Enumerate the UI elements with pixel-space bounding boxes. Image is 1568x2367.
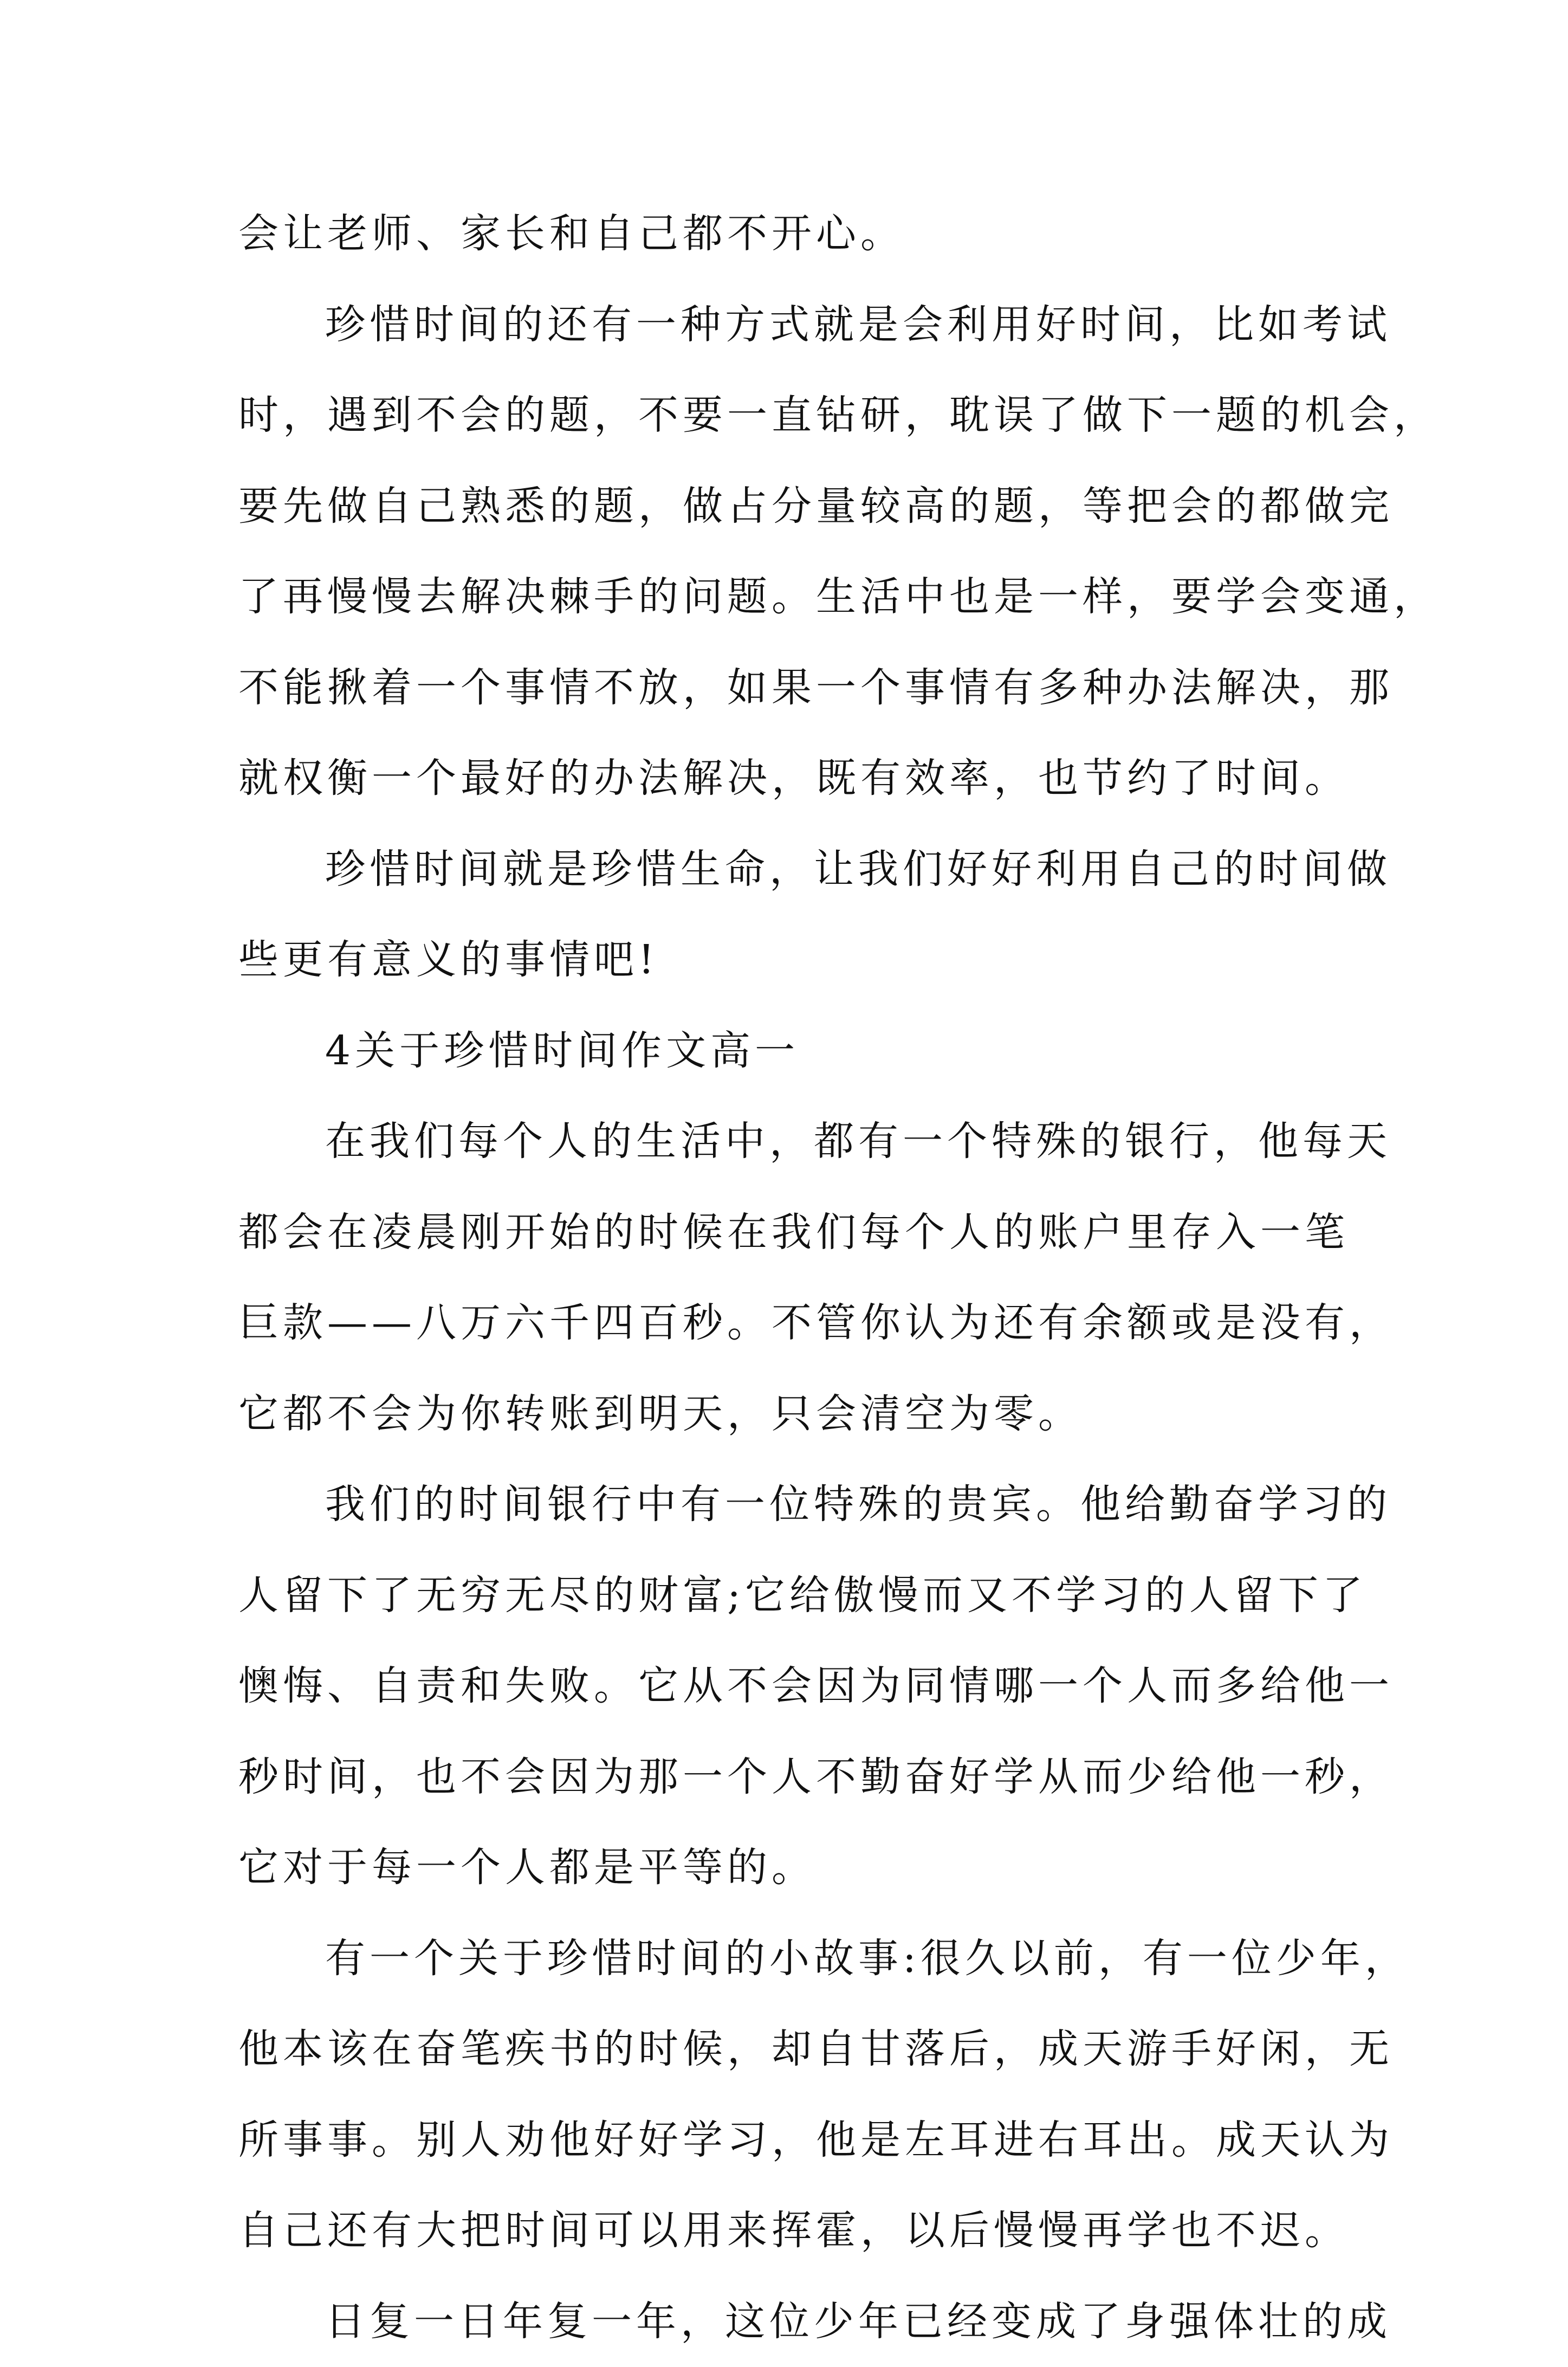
text-line: 巨款——八万六千四百秒。不管你认为还有余额或是没有， (238, 1278, 1344, 1369)
text-line: 它都不会为你转账到明天，只会清空为零。 (238, 1369, 1344, 1460)
text-line: 在我们每个人的生活中，都有一个特殊的银行，他每天 (238, 1096, 1344, 1187)
text-line: 珍惜时间就是珍惜生命，让我们好好利用自己的时间做 (238, 824, 1344, 915)
text-line: 些更有意义的事情吧! (238, 915, 1344, 1006)
text-line: 会让老师、家长和自己都不开心。 (238, 189, 1344, 280)
text-line: 秒时间，也不会因为那一个人不勤奋好学从而少给他一秒， (238, 1732, 1344, 1823)
text-line: 要先做自己熟悉的题，做占分量较高的题，等把会的都做完 (238, 461, 1344, 552)
text-line: 自己还有大把时间可以用来挥霍，以后慢慢再学也不迟。 (238, 2185, 1344, 2277)
text-line: 人留下了无穷无尽的财富;它给傲慢而又不学习的人留下了 (238, 1550, 1344, 1641)
text-line: 我们的时间银行中有一位特殊的贵宾。他给勤奋学习的 (238, 1459, 1344, 1550)
text-line: 时，遇到不会的题，不要一直钻研，耽误了做下一题的机会， (238, 370, 1344, 461)
text-line: 它对于每一个人都是平等的。 (238, 1822, 1344, 1913)
text-line: 他本该在奋笔疾书的时候，却自甘落后，成天游手好闲，无 (238, 2004, 1344, 2095)
body-text (238, 189, 1344, 2367)
text-line: 有一个关于珍惜时间的小故事:很久以前，有一位少年， (238, 1913, 1344, 2004)
text-line: 就权衡一个最好的办法解决，既有效率，也节约了时间。 (238, 733, 1344, 824)
text-line: 珍惜时间的还有一种方式就是会利用好时间，比如考试 (238, 280, 1344, 371)
text-line: 懊悔、自责和失败。它从不会因为同情哪一个人而多给他一 (238, 1641, 1344, 1732)
text-line: 日复一日年复一年，这位少年已经变成了身强体壮的成 (238, 2277, 1344, 2367)
text-line: 4关于珍惜时间作文高一 (238, 1006, 1344, 1097)
text-line: 所事事。别人劝他好好学习，他是左耳进右耳出。成天认为 (238, 2095, 1344, 2186)
text-line: 了再慢慢去解决棘手的问题。生活中也是一样，要学会变通， (238, 552, 1344, 643)
text-line: 都会在凌晨刚开始的时候在我们每个人的账户里存入一笔 (238, 1187, 1344, 1278)
text-line: 不能揪着一个事情不放，如果一个事情有多种办法解决，那 (238, 643, 1344, 734)
